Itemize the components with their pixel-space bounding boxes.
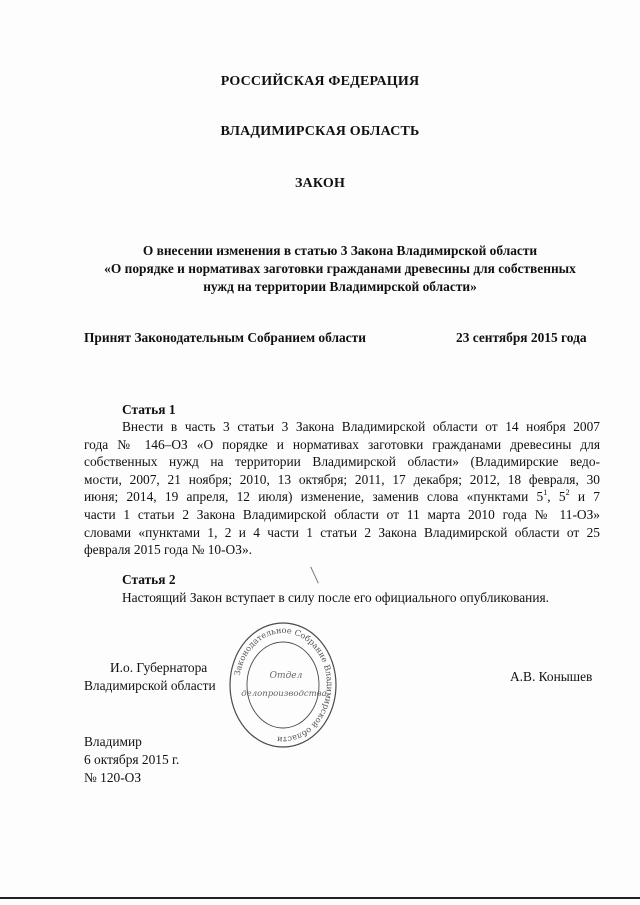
superscript: 2 [565, 488, 570, 498]
adopted-date: 23 сентября 2015 года [456, 330, 587, 345]
pen-mark [310, 567, 319, 584]
country-heading: РОССИЙСКАЯ ФЕДЕРАЦИЯ [220, 74, 420, 89]
article-1-line: мости, 2007, 21 ноября; 2010, 13 октября; 2011, 17 декабря; 2012, 18 февраля, 30 [84, 471, 600, 487]
document-type-heading: ЗАКОН [294, 176, 346, 191]
region-heading: ВЛАДИМИРСКАЯ ОБЛАСТЬ [220, 124, 420, 139]
article-2-title: Статья 2 [122, 572, 176, 587]
scan-edge-line [0, 897, 640, 899]
adopted-by: Принят Законодательным Собранием области [84, 330, 366, 345]
law-title-line: О внесении изменения в статью 3 Закона Владимирской области [142, 243, 538, 258]
law-title-line: нужд на территории Владимирской области» [203, 279, 477, 294]
article-1-line [84, 488, 600, 506]
article-1-text: и 7 [569, 489, 601, 505]
signatory-position [84, 659, 216, 695]
law-number: № 120-ОЗ [84, 770, 142, 785]
article-2-body [84, 589, 600, 607]
article-1-line: словами «пунктами 1, 2 и 4 части 1 статьи 2 Закона Владимирской области от 25 [84, 524, 600, 540]
article-1-line: части 1 статьи 2 Закона Владимирской области от 11 марта 2010 года № 11-ОЗ» [84, 506, 600, 522]
article-1-line: собственных нужд на территории Владимирской области» (Владимирские ведо- [84, 454, 600, 470]
stamp-inner-ring [247, 642, 319, 728]
official-stamp [228, 620, 338, 750]
stamp-center-text: делопроизводства [241, 689, 327, 699]
article-1-body [84, 418, 600, 559]
article-1-title: Статья 1 [122, 402, 176, 417]
superscript: 1 [543, 488, 548, 498]
stamp-center-text: Отдел [269, 671, 303, 681]
article-1-line: года № 146–ОЗ «О порядке и нормативах заготовки гражданами древесины для [84, 436, 600, 452]
law-title-line: «О порядке и нормативах заготовки гражданами древесины для собственных [104, 261, 576, 276]
article-1-text: , 5 [547, 489, 566, 505]
stamp-ring-text: Законодательное Собрание Владимирской области [231, 624, 336, 746]
signatory-name: А.В. Конышев [510, 669, 593, 684]
article-1-line: Внести в часть 3 статьи 3 Закона Владимирской области от 14 ноября 2007 [122, 419, 600, 434]
article-1-line: февраля 2015 года № 10-ОЗ». [84, 542, 252, 558]
law-title [70, 242, 610, 296]
issue-city: Владимир [84, 734, 142, 749]
article-1-text: июня; 2014, 19 апреля, 12 июля) изменение, заменив слова «пунктами 5 [84, 489, 544, 505]
issue-details [84, 733, 179, 787]
signatory-position-line: И.о. Губернатора [110, 660, 208, 675]
issue-date: 6 октября 2015 г. [84, 752, 180, 767]
article-2-line: Настоящий Закон вступает в силу после его официального опубликования. [122, 590, 550, 605]
signatory-position-line: Владимирской области [84, 678, 216, 693]
